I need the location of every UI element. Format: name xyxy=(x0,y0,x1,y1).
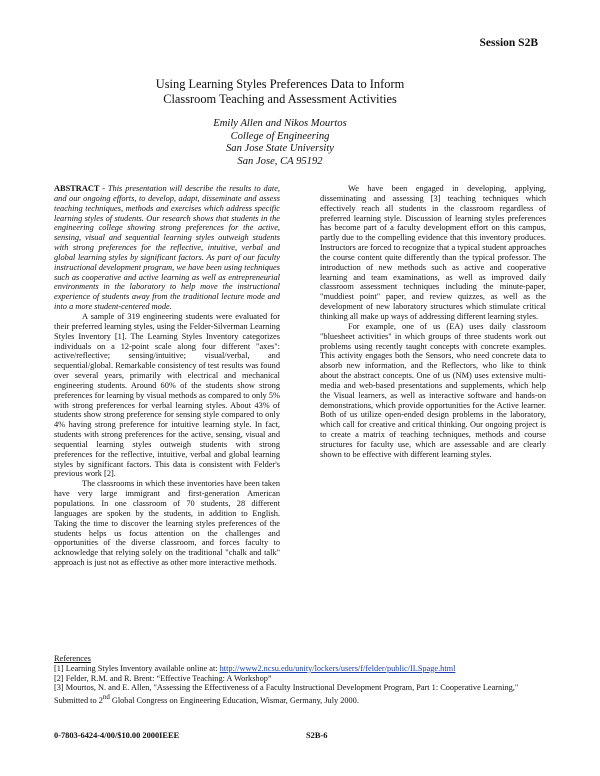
abstract-paragraph xyxy=(54,184,280,312)
body-paragraph-1: A sample of 319 engineering students were evaluated for their preferred learning styles, using the Felder-Silverman Learning Styles Inventory [1]. The Learning Styles Inventory categorizes individuals on a 12-point scale along four different "axes": active/reflective; sensing/intuitive; visual/verbal, and sequential/global. Remarkable consistency of test results was found over several years, primarily with electrical and mechanical engineering students. Around 60% of the students show strong preferences for learning by visual methods as compared to only 5% with strong preferences for verbal learning styles. About 43% of students show strong preference for sensing style compared to only 4% having strong preference for intuitive learning style. In fact, students with strong preferences for the active, sensing, visual and sequential learning styles outweigh students with strong preferences for the reflective, intuitive, verbal and global learning styles by significant factors. This data is consistent with Felder's previous work [2]. xyxy=(54,311,280,479)
abstract-text: This presentation will describe the results to date, and our ongoing efforts, to develop, adapt, disseminate and assess teaching techniques, methods and exercises which address specific learning styles of students. Our research shows that students in the engineering college showing strong preferences for the active, sensing, visual and sequential learning styles outweigh students with strong preferences for the reflective, intuitive, verbal and global learning styles by significant factors. As part of our faculty instructional development program, we have been using techniques such as cooperative and active learning as well as entrepreneurial environments in the laboratory to help move the instructional experience of students away from the traditional lecture mode and into a more student-centered mode. xyxy=(54,184,281,312)
title-line-2: Classroom Teaching and Assessment Activities xyxy=(163,91,397,106)
author-block xyxy=(0,118,560,168)
author-college: College of Engineering xyxy=(230,130,330,142)
reference-1-text: [1] Learning Styles Inventory available online at: xyxy=(54,663,220,673)
reference-3-text: [3] Mourtos, N. and E. Allen, "Assessing the Effectiveness of a Faculty Instructional Development Program, Part 1: Cooperative Learning," Submitted to 2 xyxy=(54,683,519,705)
reference-3 xyxy=(54,683,554,705)
left-column xyxy=(54,184,280,568)
body-paragraph-2: The classrooms in which these inventories have been taken have very large immigrant and first-generation American populations. In one classroom of 70 students, 28 different languages are spoken by the students, in addition to English. Taking the time to discover the learning styles preferences of the students helps us focus attention on the challenges and opportunities of the diverse classroom, and forces faculty to acknowledge that relying solely on the traditional "chalk and talk" approach is just not as effective as other more interactive methods. xyxy=(54,479,280,568)
paper-title xyxy=(0,77,560,106)
footer-page-number: S2B-6 xyxy=(306,731,328,740)
reference-1-link[interactable]: http://www2.ncsu.edu/unity/lockers/users/f/felder/public/ILSpage.html xyxy=(219,663,456,673)
author-names: Emily Allen and Nikos Mourtos xyxy=(213,118,347,129)
right-column xyxy=(320,184,546,460)
session-label: Session S2B xyxy=(479,37,538,49)
footer-isbn: 0-7803-6424-4/00/$10.00 2000IEEE xyxy=(54,731,180,740)
body-paragraph-3: We have been engaged in developing, applying, disseminating and assessing [3] teaching techniques which effectively reach all students in the classroom regardless of preferred learning style. Discussion of learning styles preferences has become part of a faculty development effort on this campus, partly due to the compelling evidence that this inventory produces. Instructors are forced to recognize that a typical student approaches the course content quite differently than the typical professor. The introduction of new methods such as active and cooperative learning and team examinations, as well as improved daily classroom assessment techniques including the minute-paper, "muddiest point" paper, and review quizzes, as well as the development of new laboratory structures which stimulate critical thinking all make up ways of addressing different learning styles. xyxy=(320,184,546,321)
author-location: San Jose, CA 95192 xyxy=(237,155,323,167)
reference-3-superscript: nd xyxy=(102,694,110,702)
abstract-label: ABSTRACT - xyxy=(54,184,105,193)
author-university: San Jose State University xyxy=(226,143,334,154)
reference-1 xyxy=(54,664,554,674)
reference-2: [2] Felder, R.M. and R. Brent: “Effective Teaching: A Workshop” xyxy=(54,673,272,683)
references-heading: References xyxy=(54,654,91,663)
title-line-1: Using Learning Styles Preferences Data to Inform xyxy=(155,77,405,91)
reference-3-text-end: Global Congress on Engineering Education, Wismar, Germany, July 2000. xyxy=(109,695,359,705)
references-section xyxy=(54,654,554,706)
body-paragraph-4: For example, one of us (EA) uses daily classroom "bluesheet activities" in which groups of three students work out problems using recently taught concepts with concrete examples. This activity engages both the Sensors, who need concrete data to absorb new information, and the Reflectors, who like to think about the abstract concepts. One of us (NM) uses extensive multi-media and web-based presentations and supplements, which help the Visual learners, as well as interactive software and hands-on demonstrations, which provide opportunities for the Active learner. Both of us utilize open-ended design problems in the laboratory, which call for creative and critical thinking. Our ongoing project is to create a matrix of teaching techniques, methods and course structures for faculty use, which are assessable and are clearly shown to be effective with different learning styles. xyxy=(320,321,546,459)
